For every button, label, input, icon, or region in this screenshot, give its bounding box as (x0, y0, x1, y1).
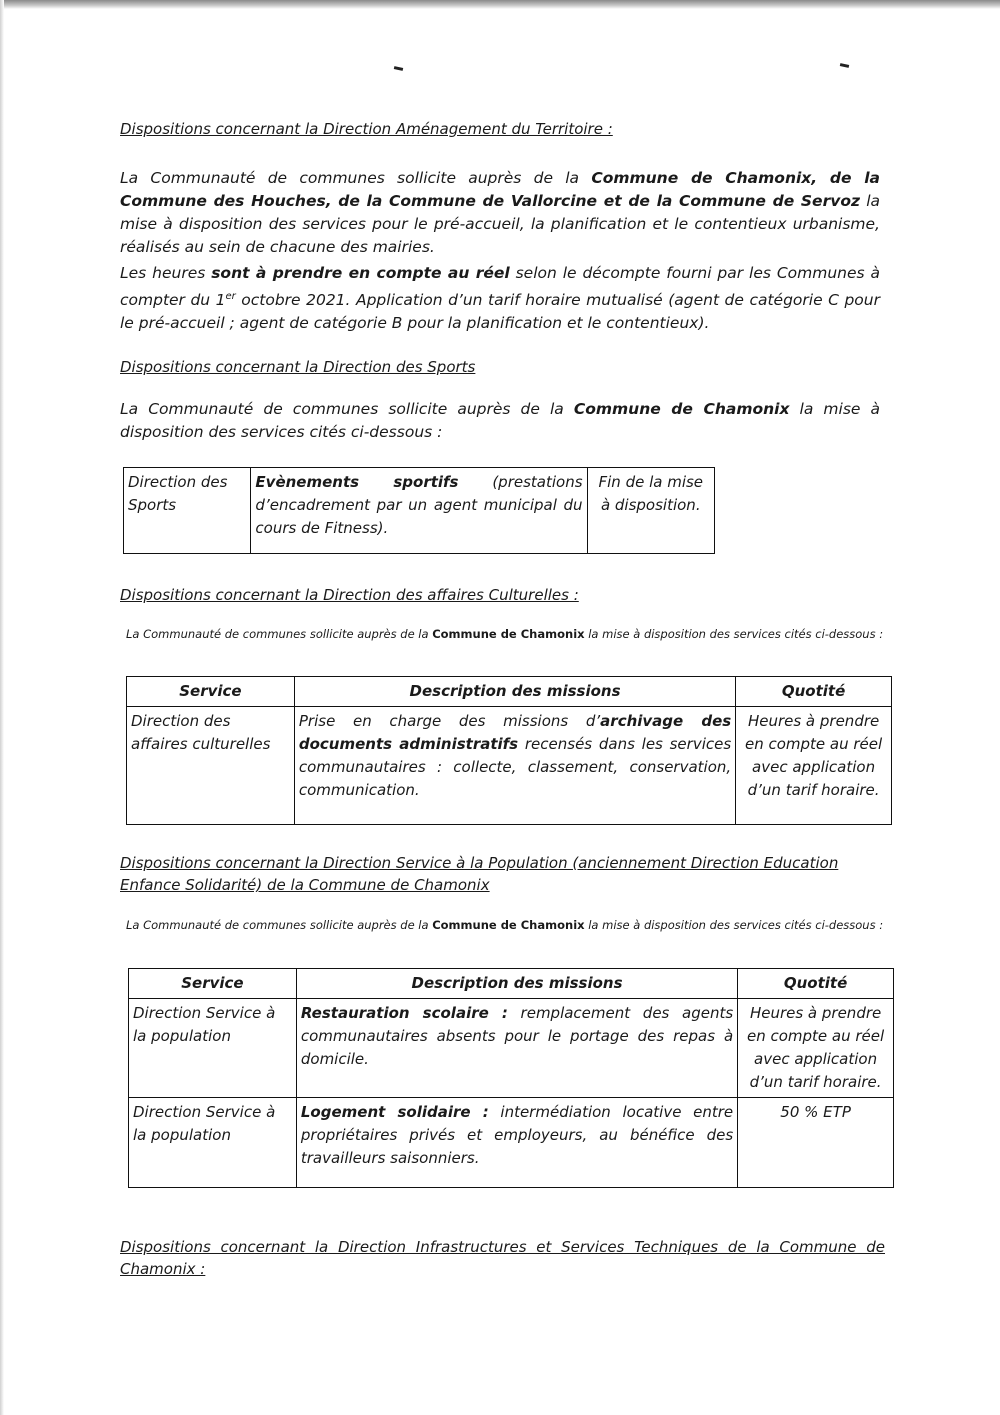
table-culture (126, 676, 892, 825)
cell-service: Direction Service à la population (129, 1098, 297, 1188)
text: la mise à disposition des services cités ci-dessous : (584, 918, 884, 932)
heading-amenagement: Dispositions concernant la Direction Aménagement du Territoire : (120, 120, 613, 138)
cell-description (251, 468, 587, 554)
scan-mark-right (840, 63, 849, 68)
text: la mise à disposition des services cités ci-dessous : (120, 400, 880, 441)
paragraph-population (126, 915, 888, 935)
heading-infrastructures: Dispositions concernant la Direction Infrastructures et Services Techniques de la Commune de Chamonix : (120, 1238, 885, 1278)
text: La Communauté de communes sollicite auprès de la (120, 400, 574, 418)
text: selon le décompte fourni par les Communes à compter du 1 (120, 264, 880, 310)
paragraph-amenagement-1 (120, 167, 880, 259)
heading-culture: Dispositions concernant la Direction des affaires Culturelles : (120, 586, 579, 604)
text: Les heures (120, 264, 212, 282)
cell-description (294, 707, 735, 825)
scan-edge-left (0, 0, 4, 1415)
heading-sports: Dispositions concernant la Direction des Sports (120, 358, 476, 376)
text-bold: Restauration scolaire : (300, 1004, 508, 1022)
table-row (129, 999, 894, 1098)
table-row (129, 1098, 894, 1188)
heading-population: Dispositions concernant la Direction Service à la Population (anciennement Direction Education Enfance Solidarité) de la Commune de Chamonix (120, 854, 839, 894)
header-quotite: Quotité (736, 677, 892, 707)
table-header-row (129, 969, 894, 999)
text-bold: Commune de Chamonix (432, 627, 585, 641)
text: Prise en charge des missions d’ (298, 712, 601, 730)
text: La Communauté de communes sollicite auprès de la (120, 169, 592, 187)
text-bold: Commune de Chamonix (573, 400, 790, 418)
header-quotite: Quotité (738, 969, 894, 999)
text: La Communauté de communes sollicite auprès de la (126, 627, 433, 641)
superscript: er (225, 291, 236, 302)
cell-quotite: Heures à prendre en compte au réel avec application d’un tarif horaire. (738, 999, 894, 1098)
text: recensés dans les services communautaires : collecte, classement, conservation, communication. (298, 735, 732, 799)
header-description: Description des missions (294, 677, 735, 707)
table-header-row (127, 677, 892, 707)
text-bold: archivage des documents administratifs (298, 712, 732, 753)
text: (prestations d’encadrement par un agent municipal du cours de Fitness). (255, 473, 583, 537)
cell-description (296, 999, 737, 1098)
cell-service: Direction des affaires culturelles (127, 707, 295, 825)
cell-quotite: Fin de la mise à disposition. (587, 468, 714, 554)
cell-service: Direction des Sports (124, 468, 251, 554)
paragraph-culture (126, 624, 888, 644)
text-bold: sont à prendre en compte au réel (211, 264, 510, 282)
text-bold: Commune de Chamonix, de la Commune des Houches, de la Commune de Vallorcine et de la Commune de Servoz (120, 169, 880, 210)
header-description: Description des missions (296, 969, 737, 999)
scan-mark-left (394, 66, 403, 71)
text-bold: Logement solidaire : (300, 1103, 489, 1121)
text: la mise à disposition des services pour le pré-accueil, la planification et le contentieux urbanisme, réalisés au sein de chacune des mairies. (120, 192, 881, 256)
table-population (128, 968, 894, 1188)
text: la mise à disposition des services cités ci-dessous : (584, 627, 884, 641)
text-bold: Commune de Chamonix (432, 918, 585, 932)
table-sports (123, 467, 715, 554)
table-row (127, 707, 892, 825)
text: intermédiation locative entre propriétaires privés et employeurs, au bénéfice des travailleurs saisonniers. (300, 1103, 734, 1167)
header-service: Service (127, 677, 295, 707)
paragraph-sports (120, 398, 880, 444)
cell-quotite: 50 % ETP (738, 1098, 894, 1188)
header-service: Service (129, 969, 297, 999)
table-row (124, 468, 715, 554)
text: octobre 2021. Application d’un tarif horaire mutualisé (agent de catégorie C pour le pré-accueil ; agent de catégorie B pour la planification et le contentieux). (120, 291, 880, 333)
scan-edge-top (0, 0, 1000, 9)
text: La Communauté de communes sollicite auprès de la (126, 918, 433, 932)
text-bold: Evènements sportifs (255, 473, 459, 491)
cell-service: Direction Service à la population (129, 999, 297, 1098)
paragraph-amenagement-2 (120, 262, 880, 335)
cell-description (296, 1098, 737, 1188)
cell-quotite: Heures à prendre en compte au réel avec application d’un tarif horaire. (736, 707, 892, 825)
text: remplacement des agents communautaires absents pour le portage des repas à domicile. (300, 1004, 734, 1068)
